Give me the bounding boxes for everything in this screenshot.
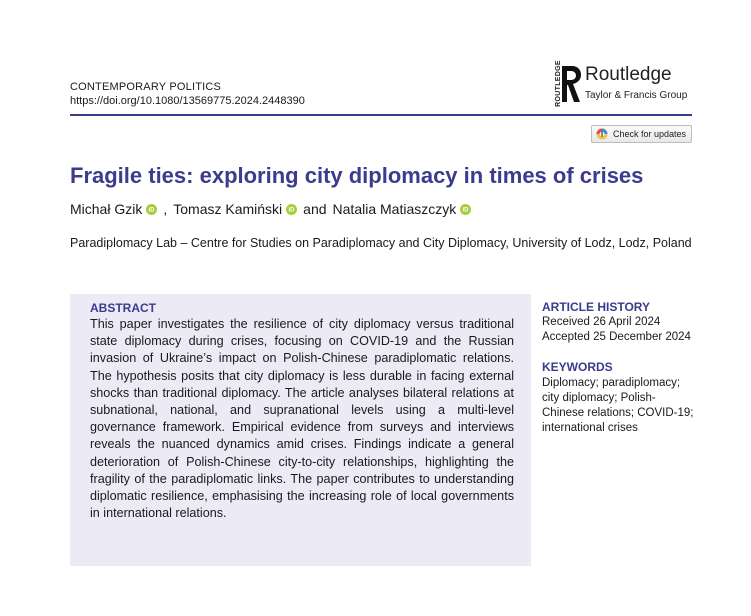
accepted-date: Accepted 25 December 2024 xyxy=(542,331,691,343)
publisher-side-text: ROUTLEDGE xyxy=(554,60,562,107)
article-title: Fragile ties: exploring city diplomacy in times of crises xyxy=(70,163,644,188)
publisher-group: Taylor & Francis Group xyxy=(585,90,688,101)
author-separator: , xyxy=(163,201,168,217)
abstract-heading: ABSTRACT xyxy=(90,301,156,315)
check-for-updates-button[interactable] xyxy=(591,125,692,143)
author-separator: and xyxy=(303,201,327,217)
check-for-updates-label: Check for updates xyxy=(613,129,687,139)
author-name[interactable]: Natalia Matiaszczyk xyxy=(332,201,457,217)
svg-text:iD: iD xyxy=(288,207,295,214)
publisher-logo xyxy=(548,60,698,108)
orcid-icon[interactable] xyxy=(146,204,157,215)
keywords-heading: KEYWORDS xyxy=(542,360,613,374)
routledge-r-icon xyxy=(560,64,582,104)
keyword-line: Chinese relations; COVID-19; xyxy=(542,407,694,419)
crossmark-icon xyxy=(596,128,608,140)
abstract-box xyxy=(70,294,531,566)
article-history-heading: ARTICLE HISTORY xyxy=(542,300,651,314)
affiliation: Paradiplomacy Lab – Centre for Studies on Paradiplomacy and City Diplomacy, University of Lodz, Lodz, Poland xyxy=(70,236,692,250)
publisher-name: Routledge xyxy=(585,64,672,85)
keywords-list xyxy=(542,376,697,436)
author-name[interactable]: Michał Gzik xyxy=(70,201,143,217)
journal-name: CONTEMPORARY POLITICS xyxy=(70,81,222,93)
author-list xyxy=(70,201,477,217)
abstract-text: This paper investigates the resilience of city diplomacy versus traditional state diplomacy during crises, focusing on COVID-19 and the Russian invasion of Ukraine’s impact on Polish-Chinese paradiplomatic relations. The hypothesis posits that city diplomacy is less durable in facing external shocks than traditional diplomacy. The article analyses bilateral relations at subnational, national, and supranational levels using a multi-level governance framework. Empirical evidence from surveys and interviews reveals the nuanced dynamics amid crises. Findings indicate a general deterioration of Polish-Chinese city-to-city relationships, highlighting the fragility of the paradiplomatic links. The paper contributes to understanding diplomatic resilience, emphasising the increasing role of local governments in international relations. xyxy=(90,317,514,521)
keyword-line: international crises xyxy=(542,422,638,434)
author-name[interactable]: Tomasz Kamiński xyxy=(173,201,283,217)
header-rule xyxy=(70,114,692,116)
orcid-icon[interactable] xyxy=(286,204,297,215)
keyword-line: city diplomacy; Polish- xyxy=(542,392,656,404)
svg-text:iD: iD xyxy=(148,207,155,214)
orcid-icon[interactable] xyxy=(460,204,471,215)
received-date: Received 26 April 2024 xyxy=(542,316,661,328)
keyword-line: Diplomacy; paradiplomacy; xyxy=(542,377,681,389)
svg-text:iD: iD xyxy=(462,207,469,214)
doi-link[interactable]: https://doi.org/10.1080/13569775.2024.2448390 xyxy=(70,95,305,107)
